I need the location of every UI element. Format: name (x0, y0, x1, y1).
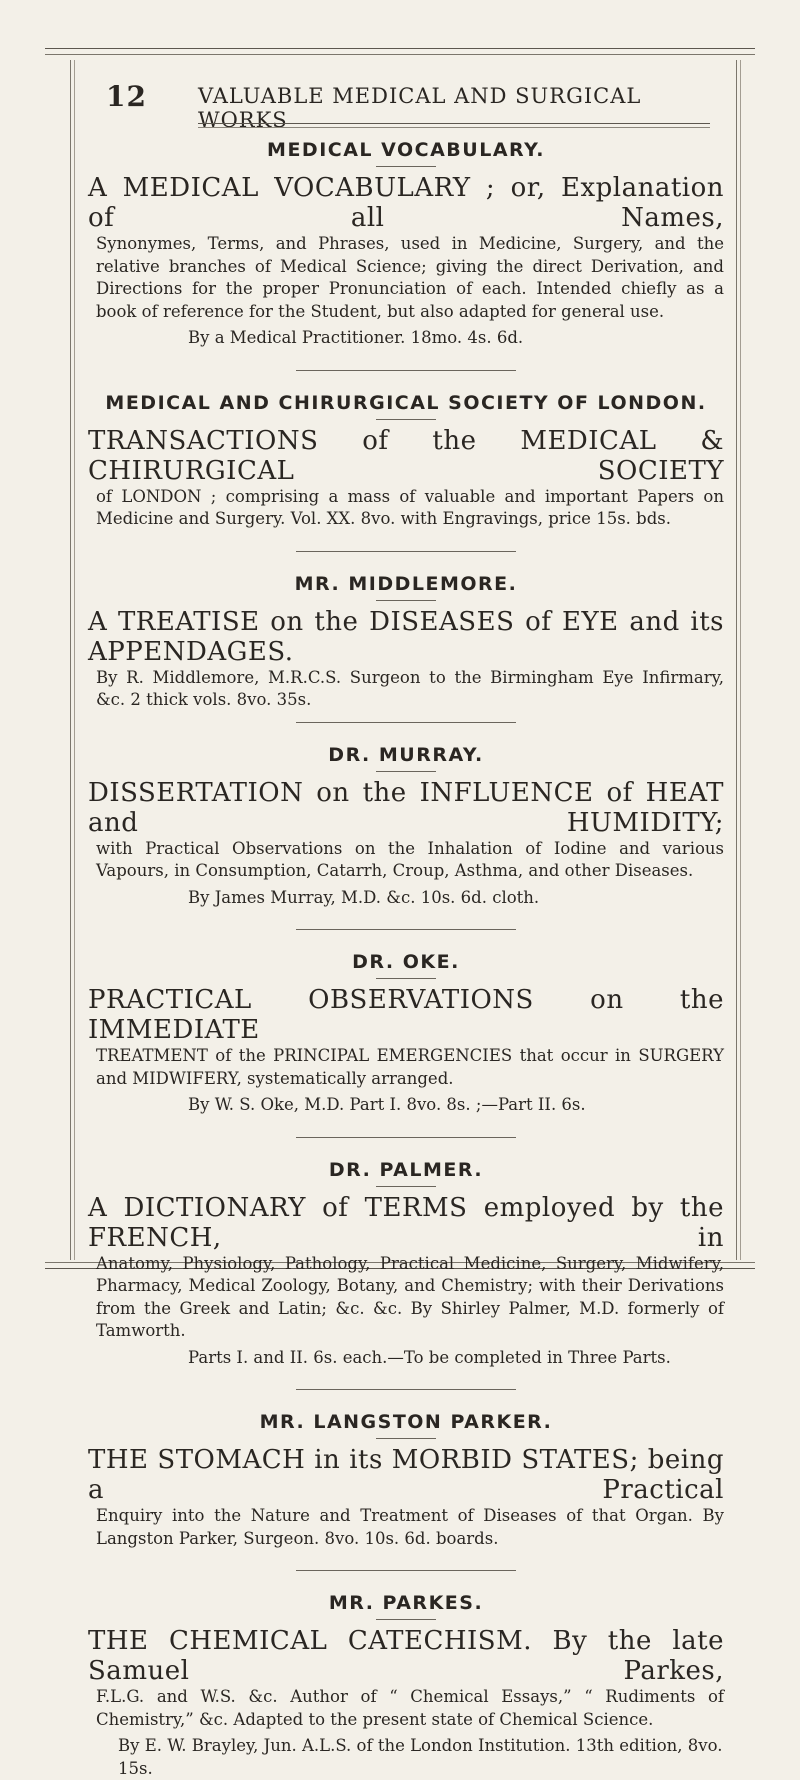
heading-rule (376, 166, 436, 167)
entry-description: By R. Middlemore, M.R.C.S. Surgeon to the Birmingham Eye Infirmary, &c. 2 thick vols. 8vo. 35s. (96, 667, 724, 709)
catalogue-entries (88, 134, 724, 1780)
section-heading: MR. LANGSTON PARKER. (259, 1411, 553, 1433)
section-divider (296, 370, 516, 371)
section-divider (296, 929, 516, 930)
heading-rule (376, 1186, 436, 1187)
entry-title: A DICTIONARY of TERMS employed by the FRENCH, in (88, 1192, 724, 1253)
heading-rule (376, 419, 436, 420)
entry-description: F.L.G. and W.S. &c. Author of “ Chemical Essays,” “ Rudiments of Chemistry,” &c. Adapted to the present state of Chemical Science. (96, 1687, 724, 1729)
entry-title: THE CHEMICAL CATECHISM. By the late Samuel Parkes, (88, 1626, 724, 1686)
entry-middlemore (88, 568, 724, 712)
section-heading: MEDICAL AND CHIRURGICAL SOCIETY OF LONDON. (105, 391, 707, 414)
entry-title: DISSERTATION on the INFLUENCE of HEAT and HUMIDITY; (88, 777, 724, 838)
heading-rule (376, 1619, 436, 1620)
section-divider (296, 1570, 516, 1571)
top-border-rule (45, 48, 755, 49)
section-heading: DR. PALMER. (328, 1158, 484, 1181)
entry-medical-vocabulary (88, 134, 724, 350)
entry-author-price: By E. W. Brayley, Jun. A.L.S. of the London Institution. 13th edition, 8vo. 15s. (118, 1736, 723, 1778)
entry-description: with Practical Observations on the Inhalation of Iodine and various Vapours, in Consumption, Catarrh, Croup, Asthma, and other Diseases. (96, 838, 724, 880)
heading-rule (376, 1438, 436, 1439)
header-rule (198, 123, 710, 124)
section-heading: MR. MIDDLEMORE. (294, 572, 518, 595)
entry-description: TREATMENT of the PRINCIPAL EMERGENCIES that occur in SURGERY and MIDWIFERY, systematically arranged. (96, 1046, 724, 1088)
top-border-rule-inner (45, 54, 755, 55)
heading-rule (376, 978, 436, 979)
section-heading: MEDICAL VOCABULARY. (267, 139, 545, 161)
entry-description: Enquiry into the Nature and Treatment of Diseases of that Organ. By Langston Parker, Surgeon. 8vo. 10s. 6d. boards. (96, 1506, 724, 1548)
entry-author-price: By W. S. Oke, M.D. Part I. 8vo. 8s. ;—Part II. 6s. (188, 1095, 586, 1114)
entry-title: THE STOMACH in its MORBID STATES; being a Practical (88, 1445, 724, 1505)
header-rule-inner (198, 127, 710, 128)
entry-title: TRANSACTIONS of the MEDICAL & CHIRURGICAL SOCIETY (88, 425, 724, 486)
heading-rule (376, 771, 436, 772)
entry-description: of LONDON ; comprising a mass of valuable and important Papers on Medicine and Surgery. Vol. XX. 8vo. with Engravings, price 15s. bds. (96, 486, 724, 528)
entry-medical-chirurgical-society (88, 387, 724, 531)
entry-oke (88, 946, 724, 1117)
section-heading: DR. OKE. (352, 951, 460, 973)
entry-author-price: By James Murray, M.D. &c. 10s. 6d. cloth. (188, 887, 540, 907)
right-border-rule (736, 60, 737, 1260)
page-number: 12 (106, 80, 147, 113)
entry-title: A MEDICAL VOCABULARY ; or, Explanation of all Names, (88, 173, 724, 233)
entry-langston-parker (88, 1406, 724, 1550)
right-border-rule-inner (740, 60, 741, 1260)
heading-rule (376, 600, 436, 601)
entry-palmer (88, 1154, 724, 1370)
entry-parkes (88, 1587, 724, 1780)
section-divider (296, 1137, 516, 1138)
entry-title: A TREATISE on the DISEASES of EYE and its APPENDAGES. (88, 606, 724, 667)
entry-description: Anatomy, Physiology, Pathology, Practical Medicine, Surgery, Midwifery, Pharmacy, Medical Zoology, Botany, and Chemistry; with their Derivations from the Greek and Latin; &c. &c. By Shirley Palmer, M.D. formerly of Tamworth. (96, 1253, 724, 1340)
section-divider (296, 722, 516, 723)
entry-author-price: Parts I. and II. 6s. each.—To be completed in Three Parts. (188, 1347, 671, 1367)
left-border-rule (70, 60, 71, 1260)
entry-author-price: By a Medical Practitioner. 18mo. 4s. 6d. (188, 328, 524, 347)
section-divider (296, 1389, 516, 1390)
entry-murray (88, 739, 724, 910)
entry-title: PRACTICAL OBSERVATIONS on the IMMEDIATE (88, 985, 724, 1045)
section-heading: MR. PARKES. (328, 1592, 484, 1614)
running-title: VALUABLE MEDICAL AND SURGICAL WORKS (198, 84, 642, 132)
section-heading: DR. MURRAY. (328, 743, 484, 766)
page-header (106, 80, 720, 132)
left-border-rule-inner (74, 60, 75, 1260)
entry-description: Synonymes, Terms, and Phrases, used in Medicine, Surgery, and the relative branches of Medical Science; giving the direct Derivation, and Directions for the proper Pronunciation of each. Intended chiefly as a book of reference for the Student, but also adapted for general use. (96, 234, 724, 321)
section-divider (296, 551, 516, 552)
